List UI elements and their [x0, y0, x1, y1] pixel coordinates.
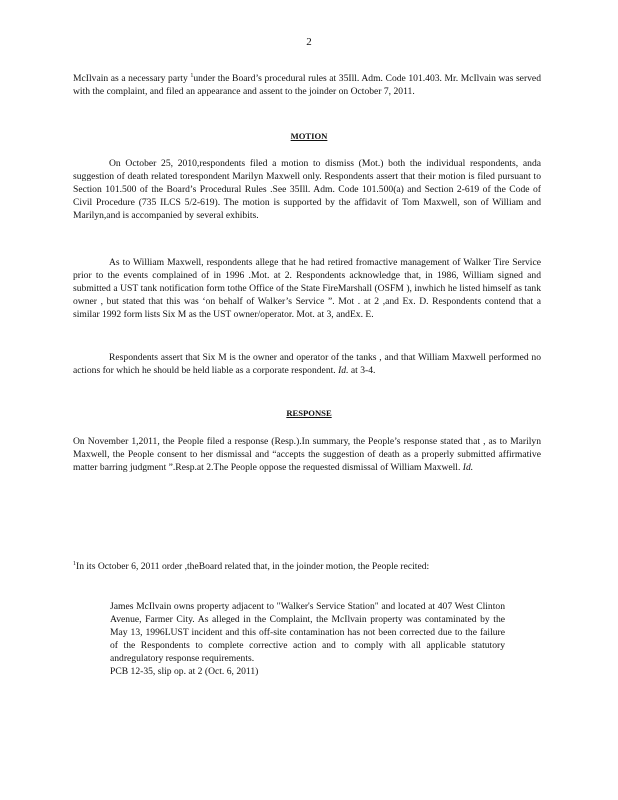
- motion-paragraph-2: As to William Maxwell, respondents allege that he had retired fromactive management of Walker Tire Service prior to the events complained of in 1996 .Mot. at 2. Respondents acknowledge that, in 1986, William signed and submitted a UST tank notification form tothe Office of the State FireMarshall (OSFM ), inwhich he listed himself as tank owner , but stated that this was ‘on behalf of Walker’s Service ”. Mot . at 2 ,and Ex. D. Respondents contend that a similar 1992 form lists Six M as the UST owner/operator. Mot. at 3, andEx. E.: [73, 257, 541, 321]
- block-quote: James McIlvain owns property adjacent to "Walker's Service Station" and located at 407 West Clinton Avenue, Farmer City. As alleged in the Complaint, the McIlvain property was contaminated by the May 13, 1996LUST incident and this off-site contamination has not been corrected due to the failure of the Respondents to complete corrective action and to comply with all applicable statutory andregulatory response requirements. PCB 12-35, slip op. at 2 (Oct. 6, 2011): [110, 601, 505, 678]
- footnote-mark: 1: [73, 560, 76, 567]
- page-number: 2: [306, 36, 312, 48]
- motion-paragraph-1: On October 25, 2010,respondents filed a motion to dismiss (Mot.) both the individual respondents, anda suggestion of death related torespondent Marilyn Maxwell only. Respondents assert that their motion is filed pursuant to Section 101.500 of the Board’s Procedural Rules .See 35Ill. Adm. Code 101.500(a) and Section 2-619 of the Code of Civil Procedure (735 ILCS 5/2-619). The motion is supported by the affidavit of Tom Maxwell, son of William and Marilyn,and is accompanied by several exhibits.: [73, 158, 541, 222]
- quote-citation: PCB 12-35, slip op. at 2 (Oct. 6, 2011): [110, 666, 259, 678]
- response-heading: RESPONSE: [286, 408, 332, 418]
- id-citation: Id.: [338, 365, 349, 377]
- motion-heading: MOTION: [290, 131, 328, 141]
- id-citation: Id.: [462, 462, 474, 474]
- footnote: [73, 560, 541, 573]
- motion-paragraph-3: Respondents assert that Six M is the owner and operator of the tanks , and that William Maxwell performed no actions for which he should be held liable as a corporate respondent. Id. at 3-4.: [73, 352, 541, 377]
- footnote-reference: 1: [190, 72, 194, 79]
- response-paragraph: On November 1,2011, the People filed a response (Resp.).In summary, the People’s response stated that , as to Marilyn Maxwell, the People consent to her dismissal and “accepts the suggestion of death as a properly submitted affirmative matter barring judgment ”.Resp.at 2.The People oppose the requested dismissal of William Maxwell. Id.: [73, 436, 541, 474]
- intro-paragraph: [73, 72, 541, 98]
- footnote-text: In its October 6, 2011 order ,theBoard related that, in the joinder motion, the People recited:: [76, 561, 430, 572]
- intro-paragraph-text: McIlvain as a necessary party $^1$under the Board’s procedural rules at 35Ill. Adm. Code 101.403. Mr. McIlvain was served with the complaint, and filed an appearance and assent to the joinder on October 7, 2011.: [73, 72, 541, 98]
